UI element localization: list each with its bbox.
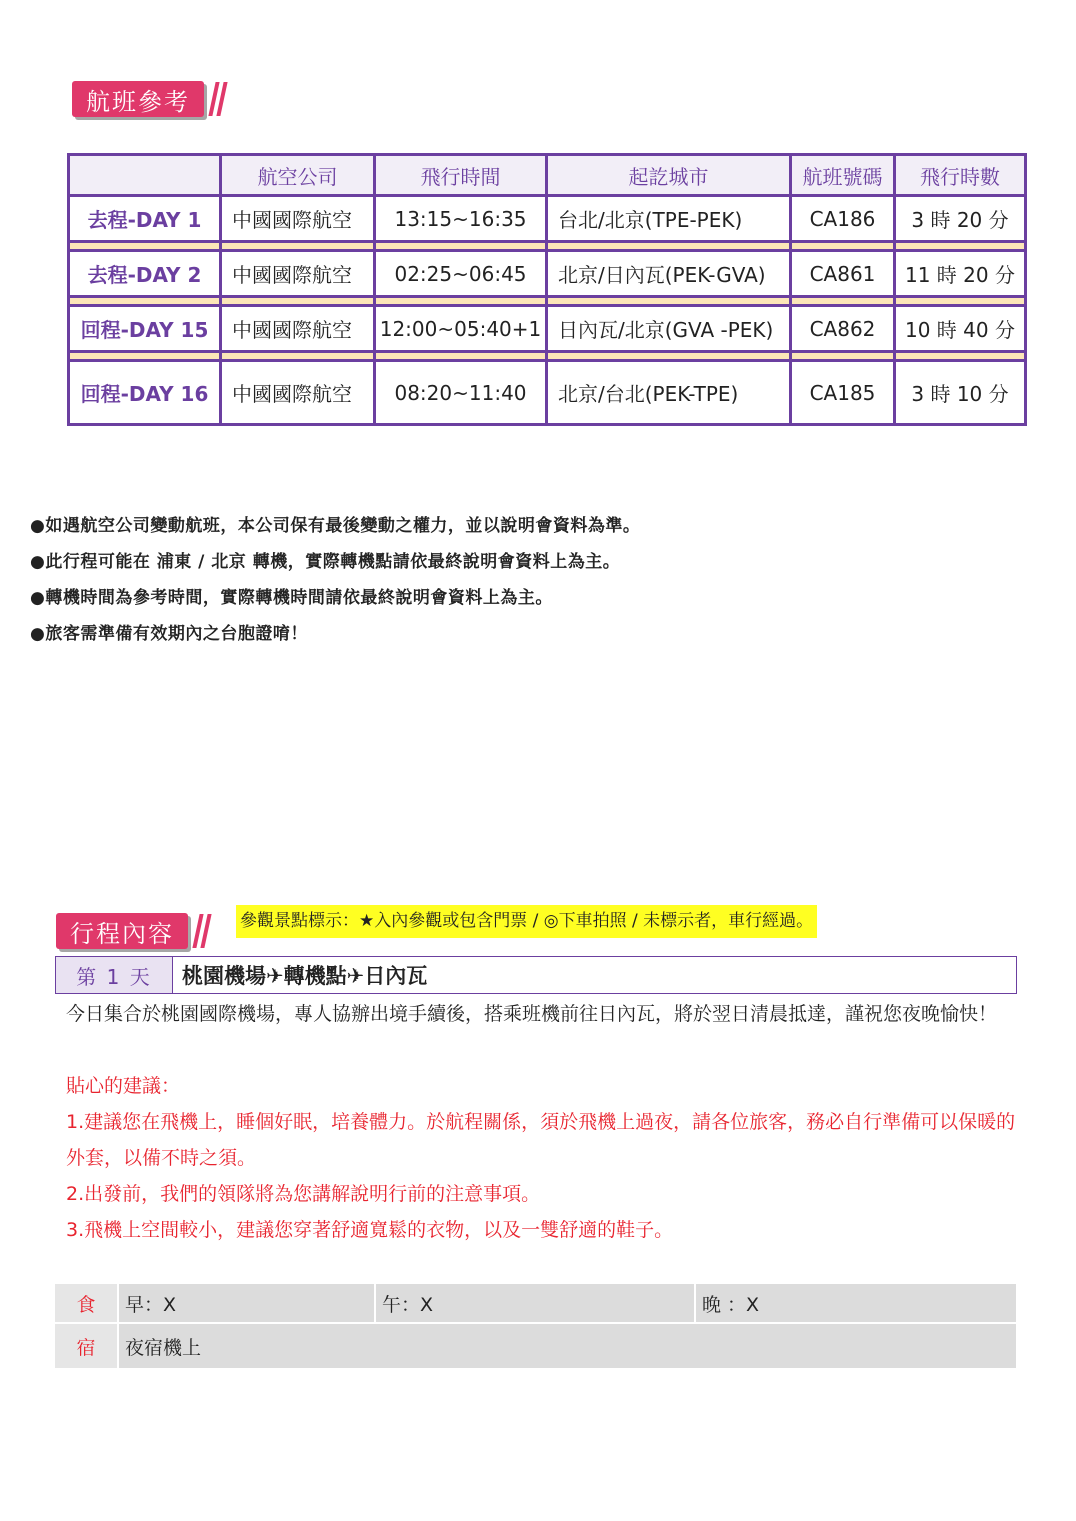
row-airline: 中國國際航空 bbox=[221, 306, 375, 352]
row-time: 02:25~06:45 bbox=[375, 251, 547, 297]
table-row bbox=[69, 196, 1026, 242]
lodging-label: 宿 bbox=[55, 1323, 118, 1368]
flight-table-header bbox=[69, 155, 1026, 196]
row-airline: 中國國際航空 bbox=[221, 196, 375, 242]
day-number: 第 1 天 bbox=[56, 957, 173, 993]
row-day: 回程-DAY 16 bbox=[69, 361, 221, 425]
row-flight: CA861 bbox=[791, 251, 895, 297]
row-flight: CA186 bbox=[791, 196, 895, 242]
row-time: 12:00~05:40+1 bbox=[375, 306, 547, 352]
row-time: 13:15~16:35 bbox=[375, 196, 547, 242]
tip-item: 1.建議您在飛機上，睡個好眠，培養體力。於航程關係，須於飛機上過夜，請各位旅客，務必自行準備可以保暖的外套，以備不時之須。 bbox=[66, 1111, 1016, 1169]
row-duration: 3 時 20 分 bbox=[895, 196, 1026, 242]
lunch: 午：X bbox=[375, 1284, 695, 1323]
meals-row bbox=[55, 1284, 1016, 1323]
day-header bbox=[55, 956, 1017, 994]
day-route: 桃園機場✈轉機點✈日內瓦 bbox=[182, 964, 428, 988]
flight-section-heading bbox=[72, 81, 224, 117]
lodging-value: 夜宿機上 bbox=[118, 1323, 1016, 1368]
sight-legend: 參觀景點標示：★入內參觀或包含門票 / ◎下車拍照 / 未標示者，車行經過。 bbox=[236, 905, 817, 938]
note-item: ●此行程可能在 浦東 / 北京 轉機，實際轉機點請依最終說明會資料上為主。 bbox=[30, 552, 621, 572]
flight-table bbox=[67, 153, 1027, 426]
breakfast: 早：X bbox=[118, 1284, 375, 1323]
header-empty bbox=[69, 155, 221, 196]
row-route: 日內瓦/北京(GVA -PEK) bbox=[547, 306, 791, 352]
row-flight: CA185 bbox=[791, 361, 895, 425]
flight-notes bbox=[30, 512, 1030, 656]
meal-lodging-table bbox=[55, 1284, 1016, 1368]
row-day: 回程-DAY 15 bbox=[69, 306, 221, 352]
row-separator bbox=[69, 297, 1026, 306]
header-duration: 飛行時數 bbox=[895, 155, 1026, 196]
header-time: 飛行時間 bbox=[375, 155, 547, 196]
header-route: 起訖城市 bbox=[547, 155, 791, 196]
row-route: 北京/台北(PEK-TPE) bbox=[547, 361, 791, 425]
itinerary-section-title: 行程內容 bbox=[56, 913, 188, 949]
row-duration: 3 時 10 分 bbox=[895, 361, 1026, 425]
table-row bbox=[69, 361, 1026, 425]
note-item: ●如遇航空公司變動航班，本公司保有最後變動之權力，並以說明會資料為準。 bbox=[30, 516, 641, 536]
itinerary-section-heading bbox=[56, 913, 208, 949]
table-row bbox=[69, 306, 1026, 352]
table-row bbox=[69, 251, 1026, 297]
day-description: 今日集合於桃園國際機場，專人協辦出境手續後，搭乘班機前往日內瓦，將於翌日清晨抵達，謹祝您夜晚愉快！ bbox=[66, 1003, 998, 1025]
row-route: 台北/北京(TPE-PEK) bbox=[547, 196, 791, 242]
heading-bars-decoration bbox=[208, 82, 224, 116]
row-separator bbox=[69, 242, 1026, 251]
row-duration: 10 時 40 分 bbox=[895, 306, 1026, 352]
row-route: 北京/日內瓦(PEK-GVA) bbox=[547, 251, 791, 297]
lodging-row bbox=[55, 1323, 1016, 1368]
row-time: 08:20~11:40 bbox=[375, 361, 547, 425]
flight-section-title: 航班參考 bbox=[72, 81, 204, 117]
row-airline: 中國國際航空 bbox=[221, 361, 375, 425]
note-item: ●旅客需準備有效期內之台胞證唷！ bbox=[30, 624, 308, 644]
dinner: 晚 ：X bbox=[695, 1284, 1016, 1323]
row-day: 去程-DAY 2 bbox=[69, 251, 221, 297]
row-separator bbox=[69, 352, 1026, 361]
note-item: ●轉機時間為參考時間，實際轉機時間請依最終說明會資料上為主。 bbox=[30, 588, 553, 608]
row-duration: 11 時 20 分 bbox=[895, 251, 1026, 297]
heading-bars-decoration bbox=[192, 914, 208, 948]
header-airline: 航空公司 bbox=[221, 155, 375, 196]
tips-title: 貼心的建議： bbox=[66, 1075, 181, 1097]
row-flight: CA862 bbox=[791, 306, 895, 352]
tip-item: 2.出發前，我們的領隊將為您講解說明行前的注意事項。 bbox=[66, 1183, 541, 1205]
tip-item: 3.飛機上空間較小，建議您穿著舒適寬鬆的衣物，以及一雙舒適的鞋子。 bbox=[66, 1219, 674, 1241]
header-flight-no: 航班號碼 bbox=[791, 155, 895, 196]
row-airline: 中國國際航空 bbox=[221, 251, 375, 297]
meals-label: 食 bbox=[55, 1284, 118, 1323]
row-day: 去程-DAY 1 bbox=[69, 196, 221, 242]
